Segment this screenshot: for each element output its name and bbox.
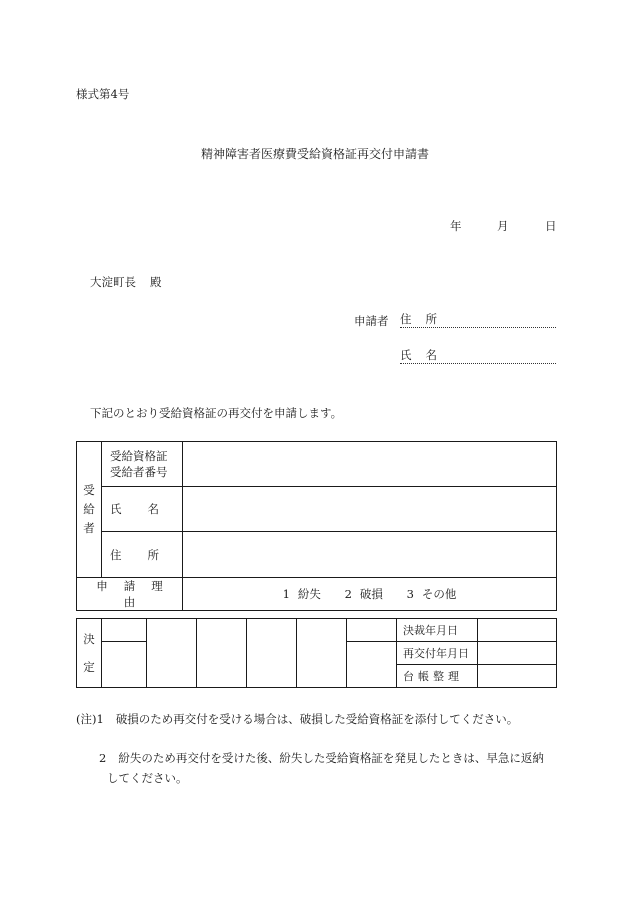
date-month-label: 月: [497, 219, 509, 233]
applicant-label: 申請者: [354, 314, 389, 328]
recipient-address-input[interactable]: [183, 532, 557, 578]
note-2-continuation: してください。: [107, 771, 188, 785]
decision-cell[interactable]: [297, 619, 347, 688]
recipient-number-input[interactable]: [183, 442, 557, 487]
decision-side-label: 決 定: [77, 619, 102, 688]
form-number: 様式第4号: [76, 87, 130, 101]
ledger-input[interactable]: [478, 665, 557, 688]
reason-option-lost[interactable]: 1 紛失: [282, 587, 321, 601]
addressee-name: 大淀町長: [90, 275, 136, 289]
reason-option-damaged[interactable]: 2 破損: [344, 587, 383, 601]
decision-cell[interactable]: [347, 619, 397, 642]
date-year-label: 年: [450, 219, 462, 233]
applicant-address-label: 住 所: [400, 312, 437, 326]
reason-option-other[interactable]: 3 その他: [406, 587, 457, 601]
reissue-date-input[interactable]: [478, 642, 557, 665]
addressee: [90, 274, 162, 290]
recipient-number-label: 受給資格証 受給者番号: [102, 442, 183, 487]
intro-text: 下記のとおり受給資格証の再交付を申請します。: [90, 406, 343, 420]
applicant-address-field[interactable]: [400, 311, 556, 328]
reissue-date-label: 再交付年月日: [397, 642, 478, 665]
decision-table: [76, 618, 557, 688]
applicant-name-label: 氏 名: [400, 348, 437, 362]
date-day-label: 日: [545, 219, 557, 233]
document-title: 精神障害者医療費受給資格証再交付申請書: [200, 147, 429, 161]
ledger-label: 台帳整理: [397, 665, 478, 688]
decision-cell[interactable]: [197, 619, 247, 688]
decision-cell[interactable]: [102, 619, 147, 642]
decision-cell[interactable]: [347, 642, 397, 688]
decision-cell[interactable]: [102, 642, 147, 688]
note-1: (注)1 破損のため再交付を受ける場合は、破損した受給資格証を添付してください。: [76, 712, 519, 726]
decision-cell[interactable]: [147, 619, 197, 688]
approval-date-input[interactable]: [478, 619, 557, 642]
applicant-name-field[interactable]: [400, 347, 556, 364]
recipient-name-label: 氏 名: [102, 487, 183, 532]
recipient-name-input[interactable]: [183, 487, 557, 532]
recipient-side-label: 受 給 者: [77, 442, 102, 578]
recipient-table: [76, 441, 557, 611]
approval-date-label: 決裁年月日: [397, 619, 478, 642]
reason-options: [183, 578, 557, 611]
decision-cell[interactable]: [247, 619, 297, 688]
addressee-suffix: 殿: [150, 275, 162, 289]
recipient-address-label: 住 所: [102, 532, 183, 578]
note-2: 2 紛失のため再交付を受けた後、紛失した受給資格証を発見したときは、早急に返納: [99, 751, 544, 765]
reason-label: 申 請 理由: [77, 578, 183, 611]
